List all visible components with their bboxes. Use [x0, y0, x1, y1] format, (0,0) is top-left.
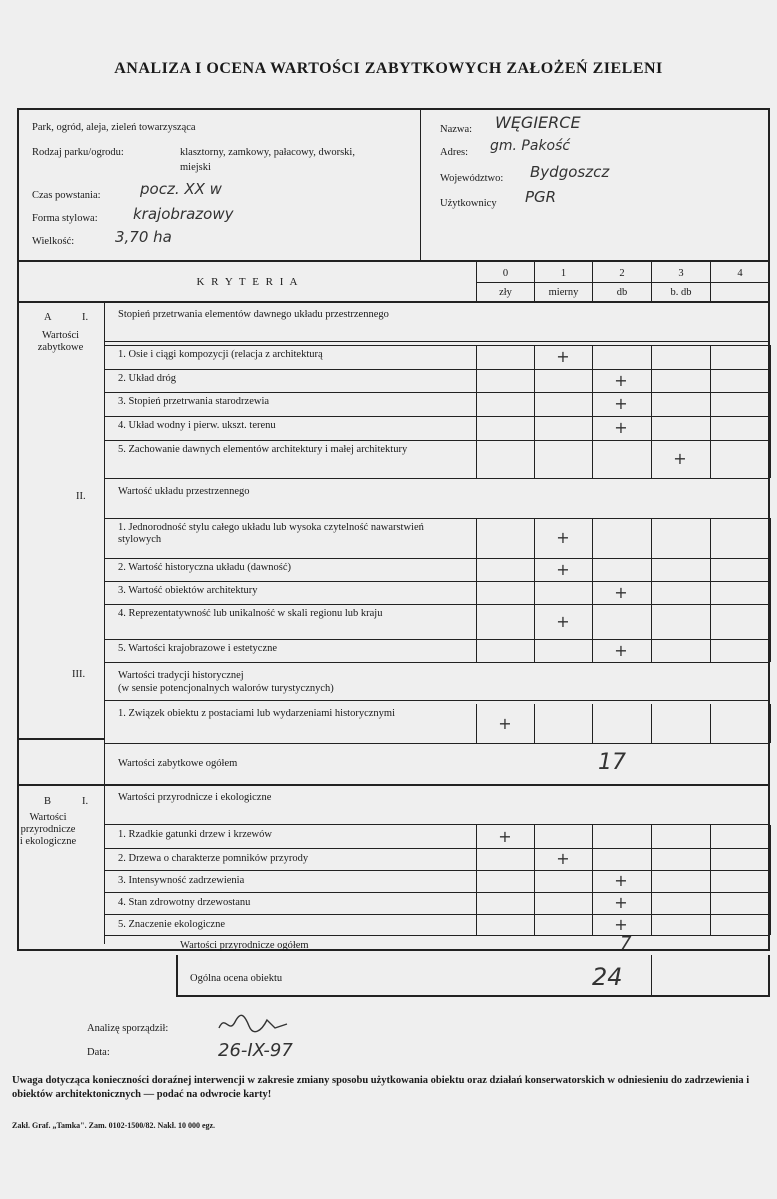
score-0: 0	[502, 268, 509, 279]
kind-options: klasztorny, zamkowy, pałacowy, dworski,	[180, 147, 355, 158]
name-label: Nazwa:	[440, 124, 473, 135]
checkmark-a2-2: +	[556, 559, 570, 579]
a1-item: 2. Układ dróg	[118, 373, 177, 384]
a2-item: 4. Reprezentatywność lub unikalność w skali regionu lub kraju	[118, 608, 383, 619]
checkmark-b1-1: +	[498, 826, 512, 846]
address-label: Adres:	[440, 147, 468, 158]
name-value: WĘGIERCE	[495, 113, 581, 132]
b1-item: 1. Rzadkie gatunki drzew i krzewów	[118, 829, 272, 840]
b1-title: Wartości przyrodnicze i ekologiczne	[118, 792, 272, 803]
checkmark-a2-5: +	[614, 640, 628, 660]
size-value: 3,70 ha	[115, 228, 172, 246]
a2-item: 1. Jednorodność stylu całego układu lub wysoka czytelność nawarstwień stylowych	[118, 522, 424, 545]
checkmark-a2-4: +	[556, 611, 570, 631]
section-b-name: Wartości przyrodnicze i ekologiczne	[19, 812, 77, 847]
date-label: Data:	[87, 1047, 110, 1058]
b1-item: 5. Znaczenie ekologiczne	[118, 919, 225, 930]
section-b-i-num: I.	[82, 796, 89, 807]
size-label: Wielkość:	[32, 236, 75, 247]
kind-label: Rodzaj parku/ogrodu:	[32, 147, 124, 158]
section-a-iii-num: III.	[72, 669, 86, 680]
a2-item: 3. Wartość obiektów architektury	[118, 585, 258, 596]
origin-label: Czas powstania:	[32, 190, 101, 201]
voivodeship-value: Bydgoszcz	[530, 163, 610, 181]
checkmark-b1-4: +	[614, 893, 628, 912]
users-label: Użytkownicy	[440, 198, 497, 209]
checkmark-a1-3: +	[614, 394, 628, 413]
origin-value: pocz. XX w	[140, 180, 222, 198]
b1-item: 4. Stan zdrowotny drzewostanu	[118, 897, 251, 908]
b1-item: 2. Drzewa o charakterze pomników przyrody	[118, 853, 309, 864]
score-name-2: db	[616, 287, 628, 298]
a3-title: Wartości tradycji historycznej	[118, 670, 244, 681]
overall-value: 24	[592, 963, 623, 991]
a1-item: 5. Zachowanie dawnych elementów architektury i małej architektury	[118, 444, 408, 455]
checkmark-a3-1: +	[498, 713, 512, 733]
section-a-letter: A	[44, 312, 52, 323]
a1-item: 1. Osie i ciągi kompozycji (relacja z architekturą	[118, 349, 323, 360]
checkmark-a1-1: +	[556, 347, 570, 366]
b1-item: 3. Intensywność zadrzewienia	[118, 875, 245, 886]
checkmark-a1-2: +	[614, 370, 628, 390]
section-a-total-value: 17	[598, 750, 626, 775]
date-value: 26-IX-97	[218, 1040, 293, 1061]
section-b-total-value: 7	[620, 933, 632, 954]
style-value: krajobrazowy	[133, 205, 234, 223]
kind-options-2: miejski	[180, 162, 211, 173]
signature-icon	[215, 1012, 295, 1036]
section-a-i-num: I.	[82, 312, 89, 323]
a2-item: 5. Wartości krajobrazowe i estetyczne	[118, 643, 278, 654]
section-a-name: Wartości zabytkowe	[37, 330, 84, 353]
voivodeship-label: Województwo:	[440, 173, 504, 184]
author-label: Analizę sporządził:	[87, 1023, 169, 1034]
checkmark-a2-1: +	[556, 528, 570, 547]
document-title: ANALIZA I OCENA WARTOŚCI ZABYTKOWYCH ZAŁOŻEŃ ZIELENI	[114, 60, 663, 77]
criteria-label: K R Y T E R I A	[196, 276, 300, 288]
author-signature	[215, 1012, 295, 1041]
score-4: 4	[737, 268, 743, 279]
section-a-ii-num: II.	[76, 491, 86, 502]
a2-item: 2. Wartość historyczna układu (dawność)	[118, 562, 292, 573]
overall-label: Ogólna ocena obiektu	[190, 973, 283, 984]
users-value: PGR	[525, 188, 557, 206]
address-value: gm. Pakość	[490, 138, 571, 154]
a3-title: (w sensie potencjonalnych walorów turystycznych)	[118, 683, 334, 694]
a2-title: Wartość układu przestrzennego	[118, 486, 250, 497]
checkmark-b1-5: +	[614, 914, 628, 934]
a1-item: 3. Stopień przetrwania starodrzewia	[118, 396, 270, 407]
score-name-1: mierny	[548, 287, 579, 298]
a1-item: 4. Układ wodny i pierw. ukszt. terenu	[118, 420, 276, 431]
score-3: 3	[678, 268, 684, 279]
score-2: 2	[619, 268, 625, 279]
section-b-letter: B	[44, 796, 52, 807]
checkmark-b1-2: +	[556, 849, 570, 868]
note-text: Uwaga dotycząca konieczności doraźnej interwencji w zakresie zmiany sposobu użytkowania obiektu oraz działań konserwatorskich w odniesieniu do zadrzewienia i obiektów architektonicznych — podać na odwrocie karty!	[12, 1075, 750, 1100]
score-name-3: b. db	[670, 287, 692, 298]
style-label: Forma stylowa:	[32, 213, 98, 224]
object-type-label: Park, ogród, aleja, zieleń towarzysząca	[32, 122, 196, 133]
section-b-total-label: Wartości przyrodnicze ogółem	[180, 940, 309, 951]
a1-title: Stopień przetrwania elementów dawnego układu przestrzennego	[118, 309, 389, 320]
printer-note: Zakł. Graf. „Tamka". Zam. 0102-1500/82. Nakł. 10 000 egz.	[12, 1121, 216, 1130]
section-a-total-label: Wartości zabytkowe ogółem	[118, 758, 238, 769]
checkmark-a2-3: +	[614, 582, 628, 602]
checkmark-a1-4: +	[614, 418, 628, 437]
a3-item: 1. Związek obiektu z postaciami lub wydarzeniami historycznymi	[118, 708, 395, 719]
score-name-0: zły	[499, 287, 512, 298]
checkmark-b1-3: +	[614, 871, 628, 890]
checkmark-a1-5: +	[673, 449, 687, 468]
score-1: 1	[560, 268, 567, 279]
